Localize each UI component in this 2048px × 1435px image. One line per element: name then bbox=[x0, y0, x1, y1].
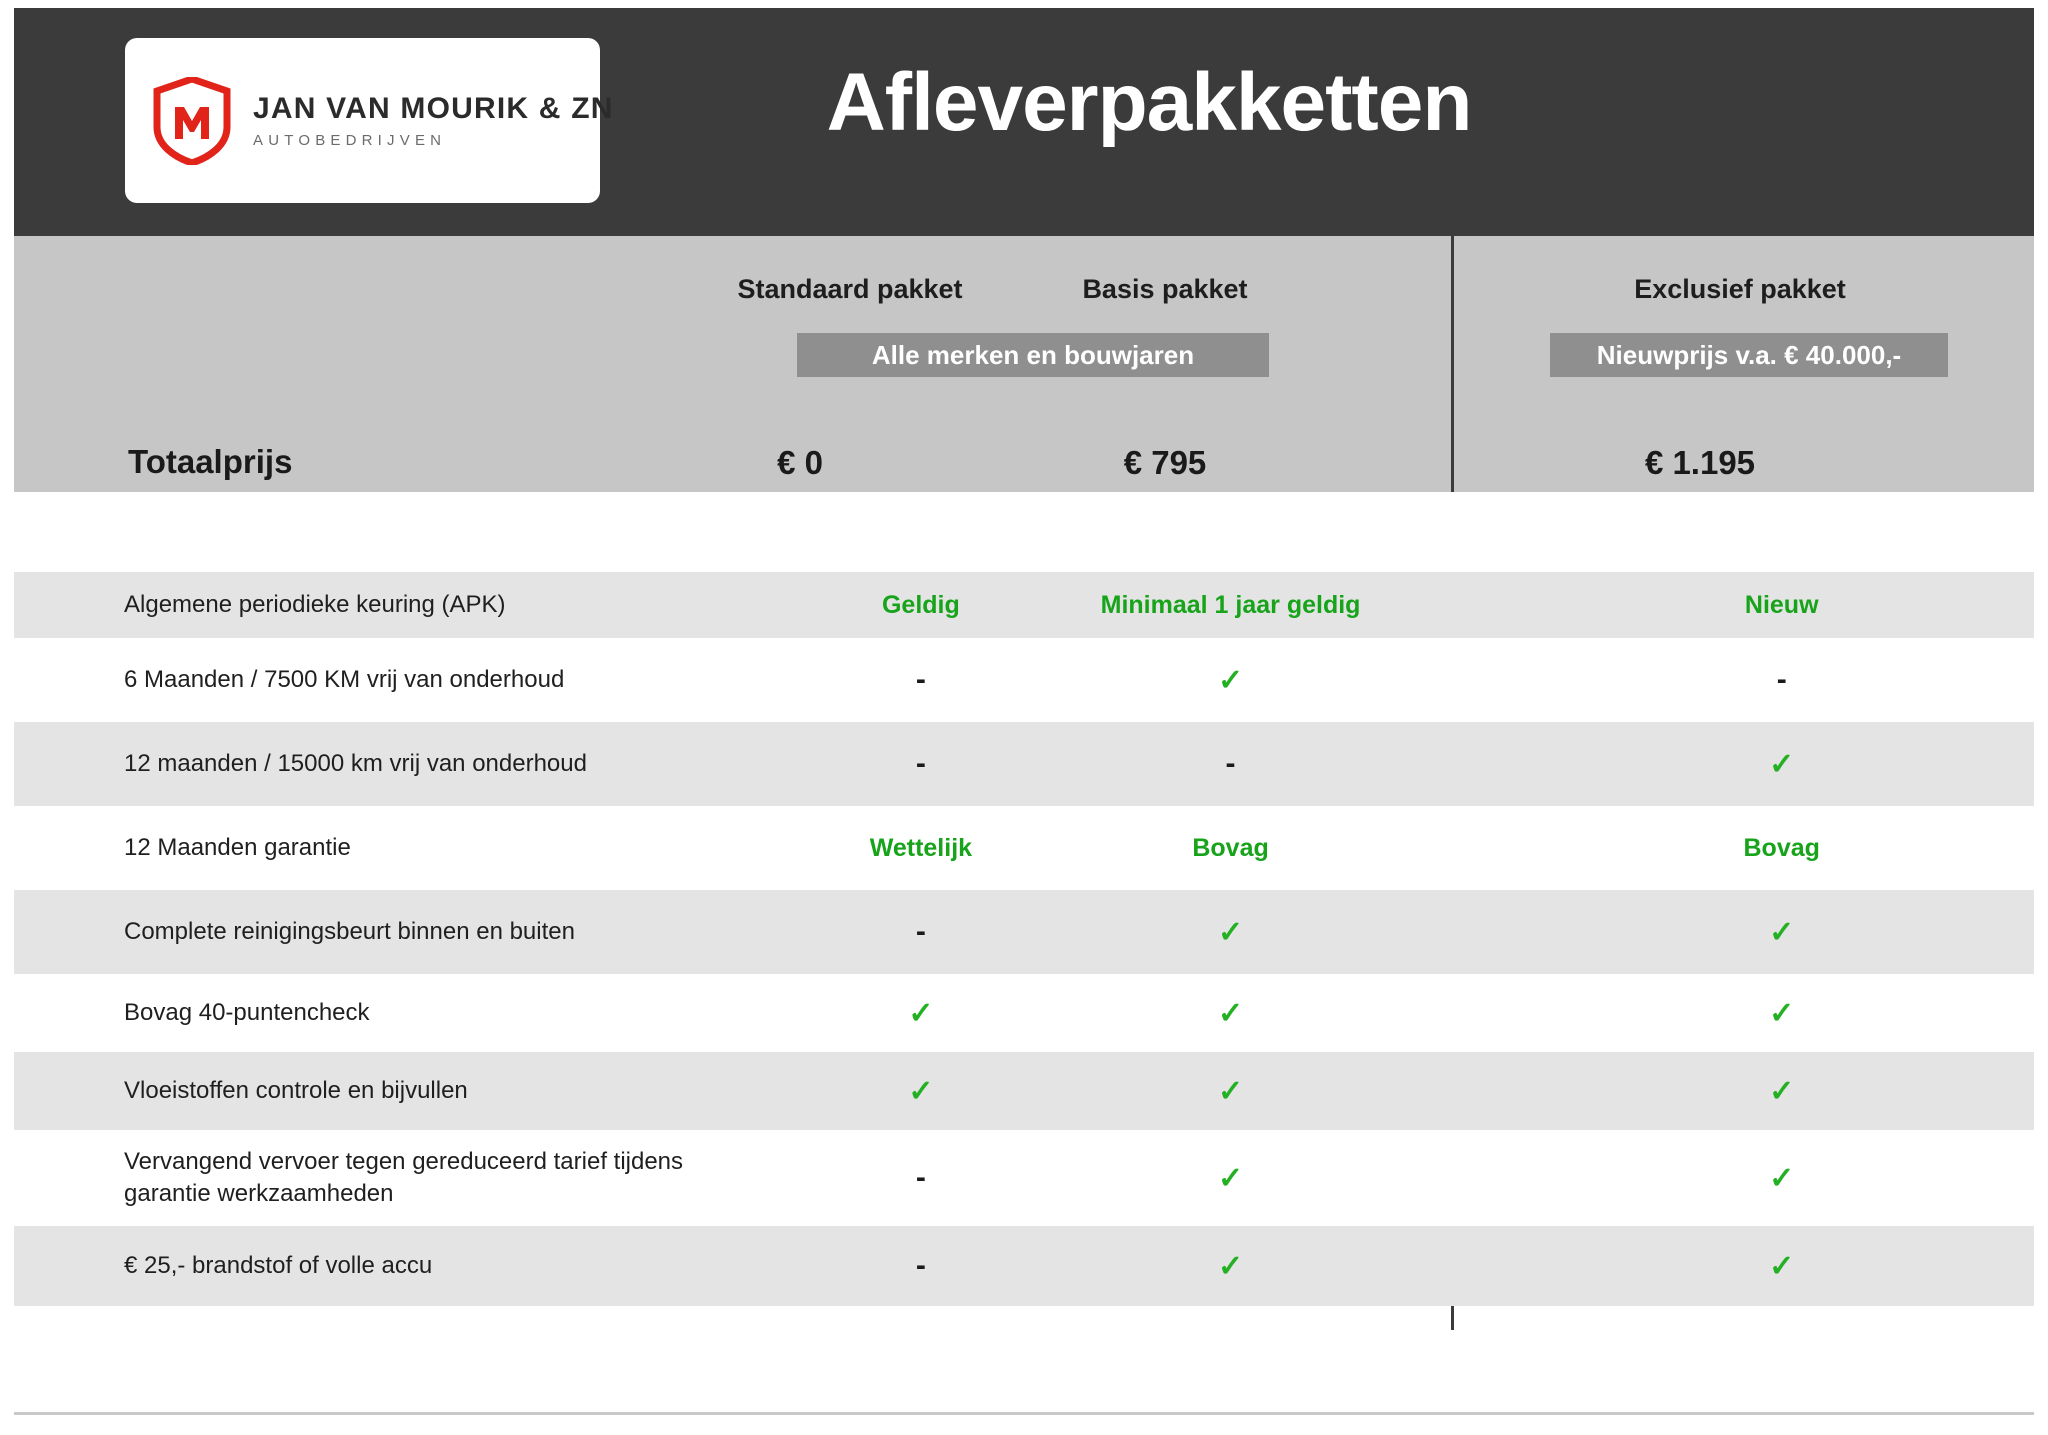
cell-standaard: Geldig bbox=[881, 590, 960, 619]
cell-basis: ✓ bbox=[1217, 1249, 1244, 1283]
cell-exclusief: - bbox=[1776, 663, 1787, 696]
cell-exclusief: ✓ bbox=[1769, 996, 1795, 1030]
cell-basis: ✓ bbox=[1217, 915, 1244, 949]
feature-table bbox=[14, 492, 2034, 1306]
cell-exclusief: Bovag bbox=[1743, 833, 1820, 862]
feature-label: 6 Maanden / 7500 KM vrij van onderhoud bbox=[124, 665, 565, 693]
page-title: Afleverpakketten bbox=[826, 57, 1472, 148]
cell-standaard: - bbox=[915, 747, 926, 780]
cell-exclusief: Nieuw bbox=[1744, 590, 1819, 619]
totaalprijs-label: Totaalprijs bbox=[128, 443, 293, 480]
cell-basis: ✓ bbox=[1217, 1161, 1244, 1195]
table-row bbox=[14, 806, 2034, 890]
logo-company-subtitle: AUTOBEDRIJVEN bbox=[253, 132, 447, 149]
badge-nieuwprijs: Nieuwprijs v.a. € 40.000,- bbox=[1550, 333, 1948, 377]
cell-standaard: Wettelijk bbox=[869, 833, 973, 862]
table-bottom-spacer bbox=[14, 1330, 2034, 1412]
cell-basis: ✓ bbox=[1217, 663, 1244, 697]
feature-label: Bovag 40-puntencheck bbox=[124, 998, 370, 1026]
table-row bbox=[14, 1226, 2034, 1306]
table-row bbox=[14, 722, 2034, 806]
table-top-spacer bbox=[14, 492, 2034, 572]
cell-standaard: - bbox=[915, 1161, 926, 1194]
feature-label: Vloeistoffen controle en bijvullen bbox=[124, 1076, 468, 1104]
cell-standaard: ✓ bbox=[908, 996, 934, 1030]
column-header-exclusief: Exclusief pakket bbox=[1634, 274, 1846, 304]
cell-basis: ✓ bbox=[1217, 996, 1244, 1030]
cell-exclusief: ✓ bbox=[1769, 747, 1795, 781]
cell-basis: ✓ bbox=[1217, 1074, 1244, 1108]
cell-standaard: - bbox=[915, 915, 926, 948]
feature-label: 12 Maanden garantie bbox=[124, 833, 351, 861]
totaalprijs-basis: € 795 bbox=[1123, 444, 1207, 481]
table-row bbox=[14, 1052, 2034, 1130]
cell-exclusief: ✓ bbox=[1769, 1074, 1795, 1108]
cell-standaard: ✓ bbox=[908, 1074, 934, 1108]
feature-label: 12 maanden / 15000 km vrij van onderhoud bbox=[124, 749, 587, 777]
cell-exclusief: ✓ bbox=[1769, 1161, 1795, 1195]
table-row bbox=[14, 1130, 2034, 1226]
table-row bbox=[14, 890, 2034, 974]
feature-label: Complete reinigingsbeurt binnen en buiten bbox=[124, 917, 575, 945]
bottom-rule bbox=[14, 1412, 2034, 1415]
cell-basis: - bbox=[1225, 747, 1236, 780]
cell-standaard: - bbox=[915, 663, 926, 696]
logo-company-name: JAN VAN MOURIK & ZN bbox=[253, 92, 614, 125]
table-row bbox=[14, 572, 2034, 638]
column-header-basis: Basis pakket bbox=[1082, 274, 1248, 304]
badge-alle-merken: Alle merken en bouwjaren bbox=[797, 333, 1269, 377]
cell-standaard: - bbox=[915, 1249, 926, 1282]
table-row bbox=[14, 638, 2034, 722]
page-header bbox=[14, 8, 2034, 236]
cell-exclusief: ✓ bbox=[1769, 1249, 1795, 1283]
totaalprijs-exclusief: € 1.195 bbox=[1644, 444, 1756, 481]
totaalprijs-standaard: € 0 bbox=[777, 444, 823, 481]
feature-label: Algemene periodieke keuring (APK) bbox=[124, 590, 506, 618]
column-header-standaard: Standaard pakket bbox=[737, 274, 963, 304]
table-row bbox=[14, 974, 2034, 1052]
cell-exclusief: ✓ bbox=[1769, 915, 1795, 949]
cell-basis: Minimaal 1 jaar geldig bbox=[1100, 590, 1361, 619]
feature-label: € 25,- brandstof of volle accu bbox=[124, 1251, 433, 1279]
feature-label: Vervangend vervoer tegen gereduceerd tarief tijdens garantie werkzaamheden bbox=[124, 1147, 684, 1207]
cell-basis: Bovag bbox=[1192, 833, 1269, 862]
